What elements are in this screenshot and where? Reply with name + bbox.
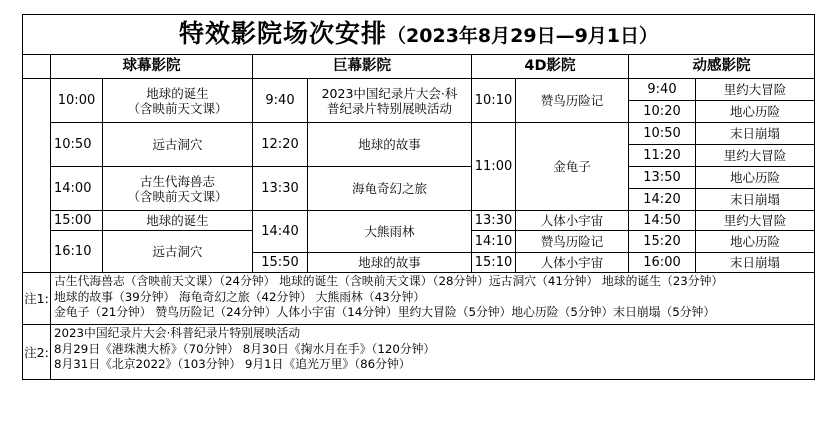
motion-film: 末日崩塌 (696, 253, 815, 273)
motion-film: 地心历险 (696, 101, 815, 123)
dome-film-title: 地球的诞生 (146, 85, 209, 101)
note-line: 2023中国纪录片大会·科普纪录片特别展映活动 (54, 326, 301, 340)
note-body (51, 273, 815, 325)
motion-film: 里约大冒险 (696, 145, 815, 167)
imax-film-line2: 普纪录片特别展映活动 (326, 100, 452, 116)
note-label: 注2: (23, 325, 51, 380)
dome-film-title: 古生代海兽志 (139, 173, 215, 189)
note-label: 注1: (23, 273, 51, 325)
dome-film-note: （含映前天文课） (127, 188, 228, 204)
motion-film: 末日崩塌 (696, 123, 815, 145)
fourd-film: 赞鸟历险记 (516, 231, 629, 253)
fourd-time: 15:10 (472, 253, 516, 273)
imax-film: 大熊雨林 (308, 211, 472, 253)
imax-time: 14:40 (253, 211, 308, 253)
body-left-margin (23, 79, 51, 273)
motion-time: 14:20 (629, 189, 696, 211)
fourd-time: 11:00 (472, 123, 516, 211)
fourd-film: 赞鸟历险记 (516, 79, 629, 123)
page-title (23, 15, 815, 55)
note-line: 古生代海兽志（含映前天文课）（24分钟） 地球的诞生（含映前天文课）（28分钟）远古洞穴（41分钟） 地球的诞生（23分钟） (54, 274, 724, 288)
imax-time: 15:50 (253, 253, 308, 273)
motion-film: 末日崩塌 (696, 189, 815, 211)
motion-film: 地心历险 (696, 167, 815, 189)
fourd-film: 金龟子 (516, 123, 629, 211)
fourd-time: 13:30 (472, 211, 516, 231)
dome-film (103, 79, 253, 123)
note-body (51, 325, 815, 380)
dome-time: 15:00 (51, 211, 103, 231)
motion-time: 14:50 (629, 211, 696, 231)
dome-film: 远古洞穴 (103, 231, 253, 273)
motion-time: 13:50 (629, 167, 696, 189)
imax-film-line1: 2023中国纪录片大会·科 (321, 85, 458, 101)
motion-time: 15:20 (629, 231, 696, 253)
dome-time: 14:00 (51, 167, 103, 211)
imax-time: 13:30 (253, 167, 308, 211)
dome-film: 远古洞穴 (103, 123, 253, 167)
note-line: 金龟子（21分钟） 赞鸟历险记（24分钟）人体小宇宙（14分钟）里约大冒险（5分钟）地心历险（5分钟）末日崩塌（5分钟） (54, 305, 716, 319)
fourd-time: 14:10 (472, 231, 516, 253)
motion-time: 9:40 (629, 79, 696, 101)
dome-time: 16:10 (51, 231, 103, 273)
fourd-film: 人体小宇宙 (516, 253, 629, 273)
dome-film: 地球的诞生 (103, 211, 253, 231)
dome-time: 10:50 (51, 123, 103, 167)
schedule-table (22, 14, 815, 380)
imax-film: 海龟奇幻之旅 (308, 167, 472, 211)
header-imax: 巨幕影院 (253, 55, 472, 79)
motion-time: 16:00 (629, 253, 696, 273)
title-main: 特效影院场次安排 (179, 18, 388, 48)
motion-film: 里约大冒险 (696, 79, 815, 101)
motion-time: 10:50 (629, 123, 696, 145)
note-line: 地球的故事（39分钟） 海龟奇幻之旅（42分钟） 大熊雨林（43分钟） (54, 289, 426, 304)
imax-film (308, 79, 472, 123)
header-motion: 动感影院 (629, 55, 815, 79)
imax-film: 地球的故事 (308, 253, 472, 273)
fourd-time: 10:10 (472, 79, 516, 123)
imax-time: 12:20 (253, 123, 308, 167)
header-4d: 4D影院 (472, 55, 629, 79)
motion-film: 地心历险 (696, 231, 815, 253)
header-dome: 球幕影院 (51, 55, 253, 79)
note-line: 8月29日《港珠澳大桥》（70分钟） 8月30日《掬水月在手》（120分钟） (54, 341, 436, 356)
fourd-film: 人体小宇宙 (516, 211, 629, 231)
note-line: 8月31日《北京2022》（103分钟） 9月1日《追光万里》（86分钟） (54, 357, 411, 371)
motion-time: 11:20 (629, 145, 696, 167)
header-corner (23, 55, 51, 79)
motion-film: 里约大冒险 (696, 211, 815, 231)
title-range: （2023年8月29日—9月1日） (387, 24, 659, 47)
imax-time: 9:40 (253, 79, 308, 123)
imax-film: 地球的故事 (308, 123, 472, 167)
dome-film-note: （含映前天文课） (127, 100, 228, 116)
dome-time: 10:00 (51, 79, 103, 123)
motion-time: 10:20 (629, 101, 696, 123)
dome-film (103, 167, 253, 211)
